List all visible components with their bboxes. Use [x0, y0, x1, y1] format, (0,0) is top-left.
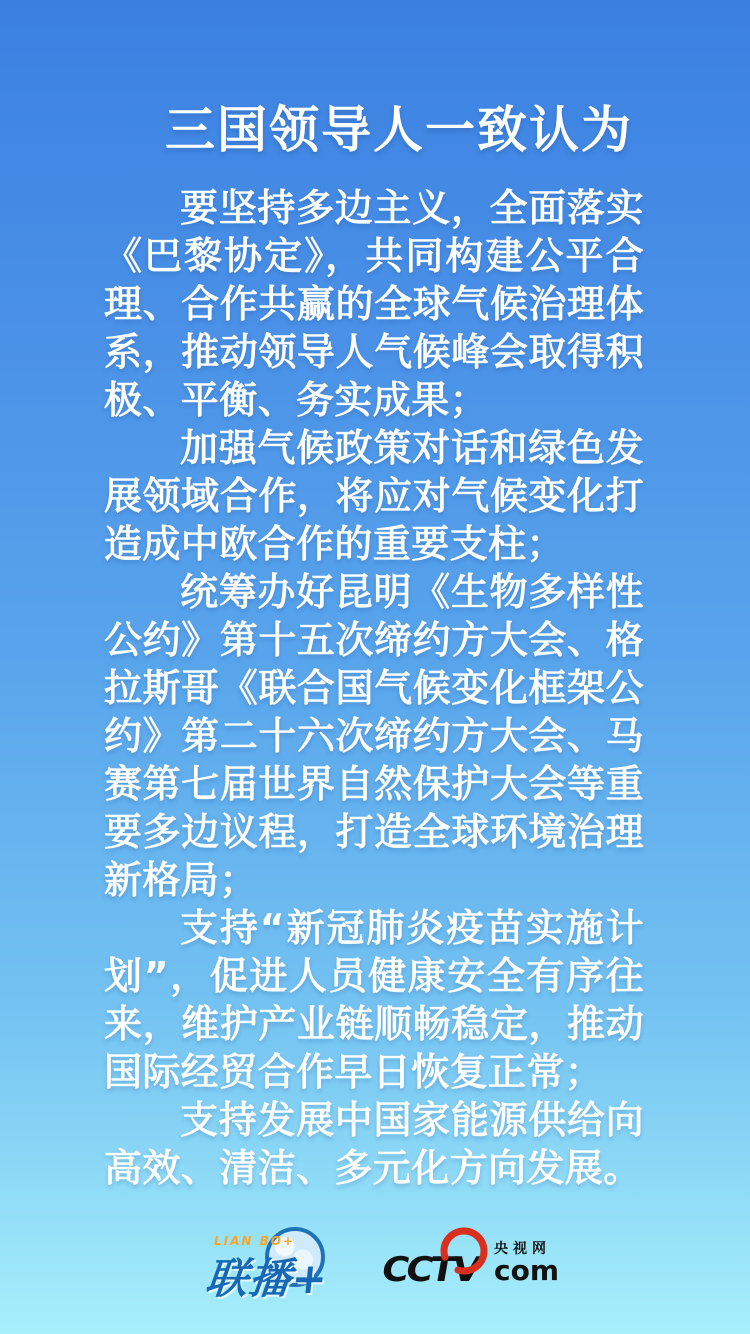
lianbo-plus-logo: [204, 1226, 356, 1308]
cctv-com-logo: [378, 1228, 572, 1292]
cctv-red-swoosh-icon: [438, 1226, 492, 1278]
paragraph-5: 支持发展中国家能源供给向高效、清洁、多元化方向发展。: [104, 1098, 644, 1190]
footer: [0, 1222, 750, 1312]
paragraph-2: 加强气候政策对话和绿色发展领域合作，将应对气候变化打造成中欧合作的重要支柱；: [104, 426, 644, 566]
paragraph-4: 支持“新冠肺炎疫苗实施计划”，促进人员健康安全有序往来，维护产业链顺畅稳定，推动国际经贸合作早日恢复正常；: [104, 906, 644, 1094]
lianbo-logo-cn-label: 联播+: [203, 1254, 331, 1303]
page-title: 三国领导人一致认为: [165, 101, 633, 159]
paragraph-3: 统筹办好昆明《生物多样性公约》第十五次缔约方大会、格拉斯哥《联合国气候变化框架公约》第二十六次缔约方大会、马赛第七届世界自然保护大会等重要多边议程，打造全球环境治理新格局；: [104, 570, 644, 902]
cctv-site-suffix-label: com: [494, 1254, 560, 1287]
paragraph-1: 要坚持多边主义，全面落实《巴黎协定》，共同构建公平合理、合作共赢的全球气候治理体系，推动领导人气候峰会取得积极、平衡、务实成果；: [104, 186, 644, 422]
lianbo-logo-en-label: LIAN BO+: [214, 1234, 296, 1248]
body-text: [104, 184, 644, 1192]
cctv-site-cn-label: 央视网: [494, 1241, 551, 1257]
cctv-brand-label: CCTV: [378, 1249, 482, 1290]
cctv-site-text: [494, 1238, 572, 1287]
